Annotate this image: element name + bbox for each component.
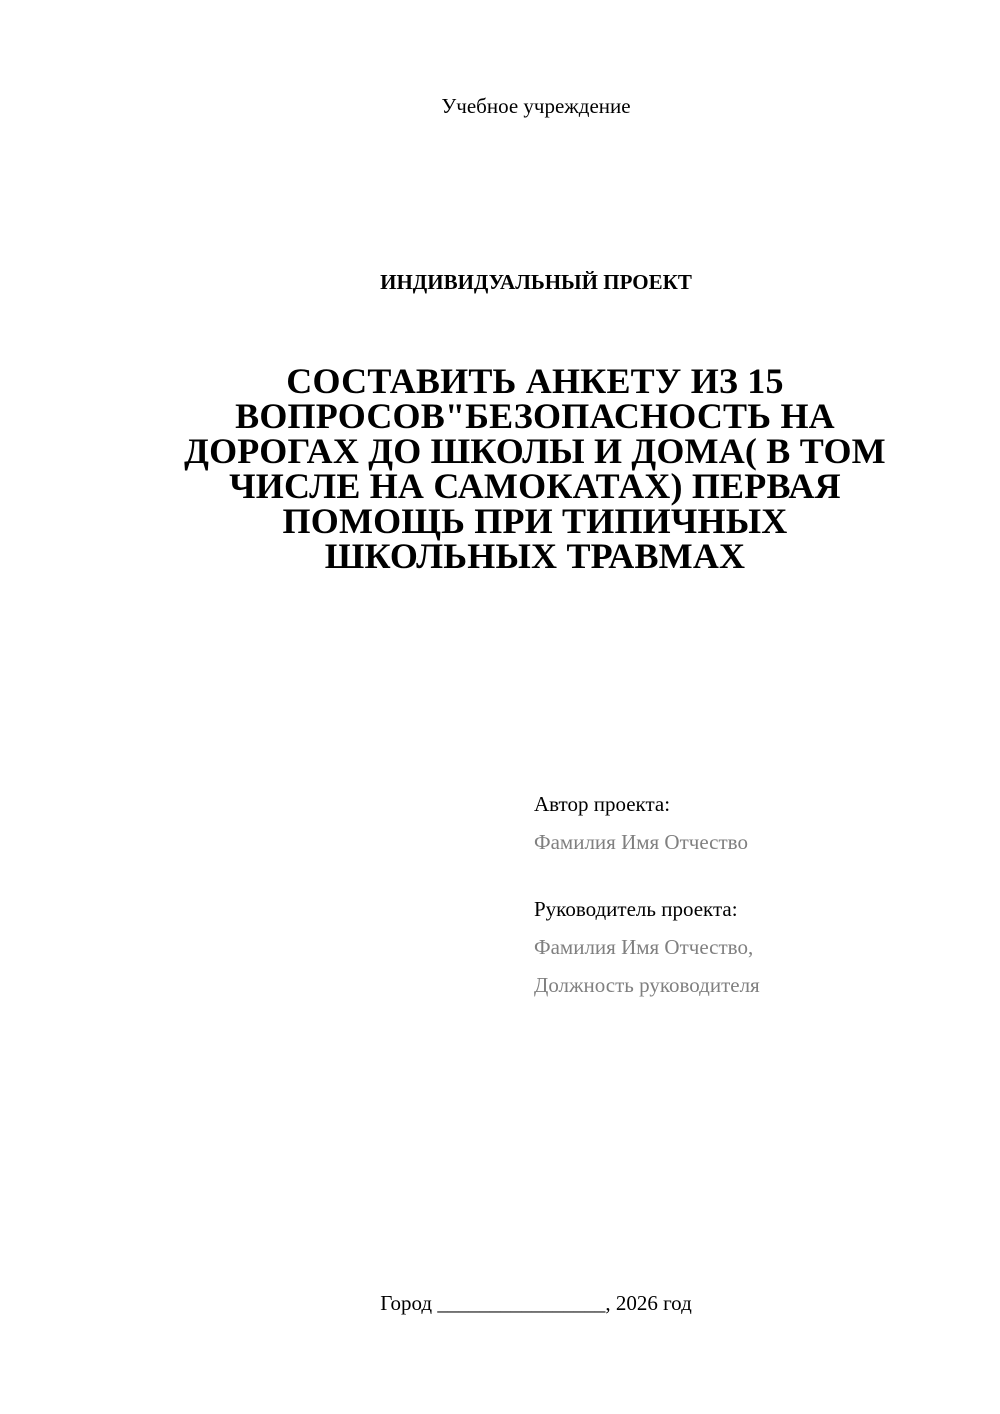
project-title-line: ВОПРОСОВ"БЕЗОПАСНОСТЬ НА <box>235 396 835 436</box>
institution-name: Учебное учреждение <box>441 94 631 118</box>
supervisor-label: Руководитель проекта: <box>534 897 738 921</box>
supervisor-position: Должность руководителя <box>534 973 760 997</box>
city-year-line: Город ________________, 2026 год <box>380 1291 692 1315</box>
project-title-line: ПОМОЩЬ ПРИ ТИПИЧНЫХ <box>282 501 788 541</box>
project-title-line: ШКОЛЬНЫХ ТРАВМАХ <box>324 536 746 576</box>
author-label: Автор проекта: <box>534 792 671 816</box>
project-title-line: СОСТАВИТЬ АНКЕТУ ИЗ 15 <box>286 361 784 401</box>
project-title-line: ЧИСЛЕ НА САМОКАТАХ) ПЕРВАЯ <box>229 466 841 506</box>
project-type-heading: ИНДИВИДУАЛЬНЫЙ ПРОЕКТ <box>380 270 692 294</box>
project-title <box>150 361 920 576</box>
supervisor-block <box>534 890 974 1004</box>
supervisor-name: Фамилия Имя Отчество, <box>534 935 754 959</box>
project-title-line: ДОРОГАХ ДО ШКОЛЫ И ДОМА( В ТОМ <box>184 431 886 471</box>
author-block <box>534 785 974 861</box>
author-name: Фамилия Имя Отчество <box>534 830 748 854</box>
